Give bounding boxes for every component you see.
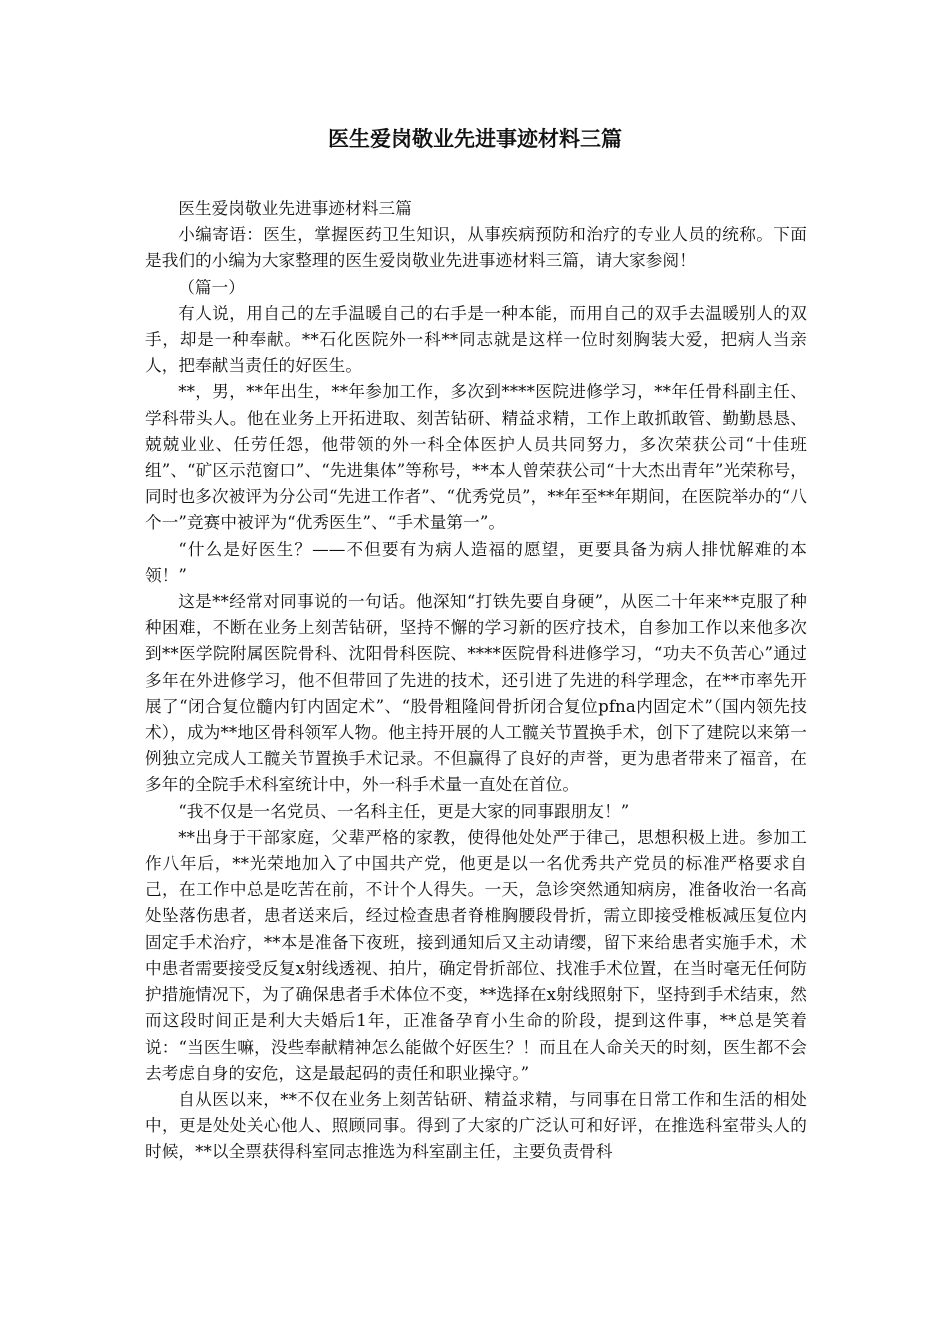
paragraph-quote: “我不仅是一名党员、一名科主任，更是大家的同事跟朋友！” [178, 801, 630, 821]
paragraph-editor-note: 小编寄语：医生，掌握医药卫生知识，从事疾病预防和治疗的专业人员的统称。下面是我们的小编为大家整理的医生爱岗敬业先进事迹材料三篇，请大家参阅！ [145, 225, 807, 271]
document-body [145, 196, 807, 1166]
paragraph-subtitle: 医生爱岗敬业先进事迹材料三篇 [178, 199, 412, 218]
paragraph: **，男，**年出生，**年参加工作，多次到****医院进修学习，**年任骨科副主任、学科带头人。他在业务上开拓进取、刻苦钻研、精益求精，工作上敢抓敢管、勤勤恳恳、兢兢业业、任劳任怨，他带领的外一科全体医护人员共同努力，多次荣获公司“十佳班组”、“矿区示范窗口”、“先进集体”等称号，**本人曾荣获公司“十大杰出青年”光荣称号，同时也多次被评为分公司“先进工作者”、“优秀党员”，**年至**年期间，在医院举办的“八个一”竞赛中被评为“优秀医生”、“手术量第一”。 [145, 382, 807, 533]
paragraph: **出身于干部家庭，父辈严格的家教，使得他处处严于律己，思想积极上进。参加工作八年后，**光荣地加入了中国共产党，他更是以一名优秀共产党员的标准严格要求自己，在工作中总是吃苦在前，不计个人得失。一天，急诊突然通知病房，准备收治一名高处坠落伤患者，患者送来后，经过检查患者脊椎胸腰段骨折，需立即接受椎板减压复位内固定手术治疗，**本是准备下夜班，接到通知后又主动请缨，留下来给患者实施手术，术中患者需要接受反复x射线透视、拍片，确定骨折部位、找准手术位置，在当时毫无任何防护措施情况下，为了确保患者手术体位不变，**选择在x射线照射下，坚持到手术结束，然而这段时间正是利大夫婚后1年，正准备孕育小生命的阶段，提到这件事，**总是笑着说：“当医生嘛，没些奉献精神怎么能做个好医生？！而且在人命关天的时刻，医生都不会去考虑自身的安危，这是最起码的责任和职业操守。” [145, 827, 807, 1083]
paragraph-section-label: （篇一） [178, 277, 245, 297]
paragraph: 有人说，用自己的左手温暖自己的右手是一种本能，而用自己的双手去温暖别人的双手，却是一种奉献。**石化医院外一科**同志就是这样一位时刻胸装大爱，把病人当亲人，把奉献当责任的好医生。 [145, 303, 807, 376]
document-title: 医生爱岗敬业先进事迹材料三篇 [328, 127, 622, 151]
paragraph-quote: “什么是好医生？——不但要有为病人造福的愿望，更要具备为病人排忧解难的本领！” [145, 539, 807, 585]
paragraph: 自从医以来，**不仅在业务上刻苦钻研、精益求精，与同事在日常工作和生活的相处中，更是处处关心他人、照顾同事。得到了大家的广泛认可和好评，在推选科室带头人的时候，**以全票获得科室同志推选为科室副主任，主要负责骨科 [145, 1089, 807, 1162]
paragraph: 这是**经常对同事说的一句话。他深知“打铁先要自身硬”，从医二十年来**克服了种种困难，不断在业务上刻苦钻研，坚持不懈的学习新的医疗技术，自参加工作以来他多次到**医学院附属医院骨科、沈阳骨科医院、****医院骨科进修学习，“功夫不负苦心”通过多年在外进修学习，他不但带回了先进的技术，还引进了先进的科学理念，在**市率先开展了“闭合复位髓内钉内固定术”、“股骨粗隆间骨折闭合复位pfna内固定术”（国内领先技术），成为**地区骨科领军人物。他主持开展的人工髋关节置换手术，创下了建院以来第一例独立完成人工髋关节置换手术记录。不但赢得了良好的声誉，更为患者带来了福音，在多年的全院手术科室统计中，外一科手术量一直处在首位。 [145, 592, 807, 795]
